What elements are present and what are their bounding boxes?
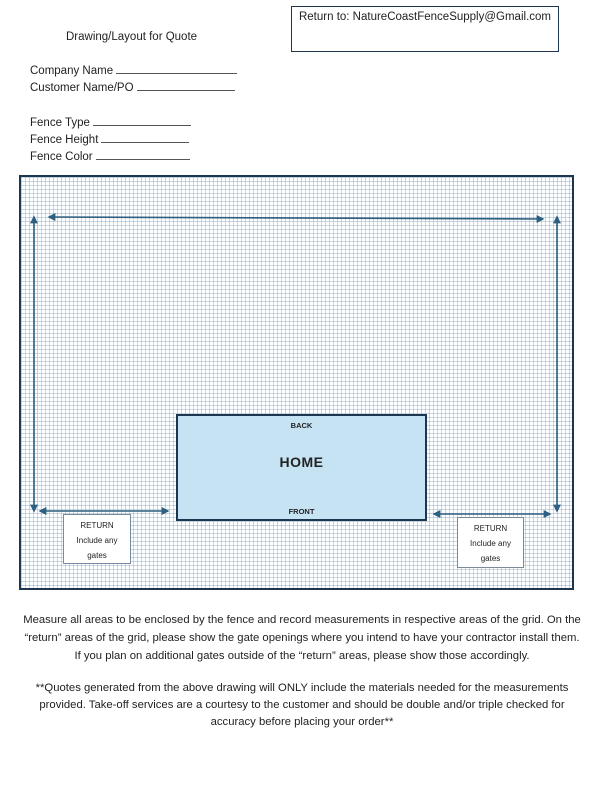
fence-color-field[interactable] [30, 149, 190, 163]
customer-name-label: Customer Name/PO [30, 82, 134, 94]
customer-name-line[interactable] [137, 80, 235, 91]
top-arrow [49, 217, 543, 219]
fence-type-line[interactable] [93, 115, 191, 126]
instructions-text: Measure all areas to be enclosed by the fence and record measurements in respective areas of the grid. On the “return” areas of the grid, please show the gate openings where you intend to have your contractor install them. If you plan on additional gates outside of the “return” areas, please show those accordingly. [23, 614, 581, 662]
fence-height-field[interactable] [30, 132, 189, 146]
return-left-line1: Include any [76, 536, 118, 545]
return-left-title: RETURN [80, 521, 114, 530]
front-label: FRONT [288, 507, 315, 516]
customer-name-field[interactable] [30, 80, 235, 94]
back-label: BACK [290, 421, 313, 430]
company-name-label: Company Name [30, 65, 114, 77]
fence-color-line[interactable] [96, 149, 190, 160]
company-name-line[interactable] [116, 63, 237, 74]
return-right-title: RETURN [473, 524, 508, 533]
fence-type-label: Fence Type [30, 117, 90, 129]
company-name-field[interactable] [30, 63, 237, 77]
disclaimer-note: **Quotes generated from the above drawing will ONLY include the materials needed for the measurements provided. Take-off services are a courtesy to the customer and should be double and/or triple checked for accuracy before placing your order** [35, 682, 569, 728]
return-left-box[interactable] [63, 514, 131, 564]
page-title: Drawing/Layout for Quote [66, 31, 198, 43]
fence-color-label: Fence Color [30, 151, 93, 163]
fence-height-line[interactable] [101, 132, 189, 143]
fence-height-label: Fence Height [30, 134, 99, 146]
return-to-box [291, 6, 559, 52]
fence-type-field[interactable] [30, 115, 191, 129]
return-to-text: Return to: NatureCoastFenceSupply@Gmail.com [298, 11, 551, 23]
return-right-line2: gates [480, 554, 501, 563]
home-box[interactable] [176, 414, 427, 521]
return-right-line1: Include any [470, 539, 511, 548]
home-label: HOME [279, 454, 324, 470]
return-right-box[interactable] [457, 517, 524, 568]
return-left-line2: gates [87, 551, 107, 560]
